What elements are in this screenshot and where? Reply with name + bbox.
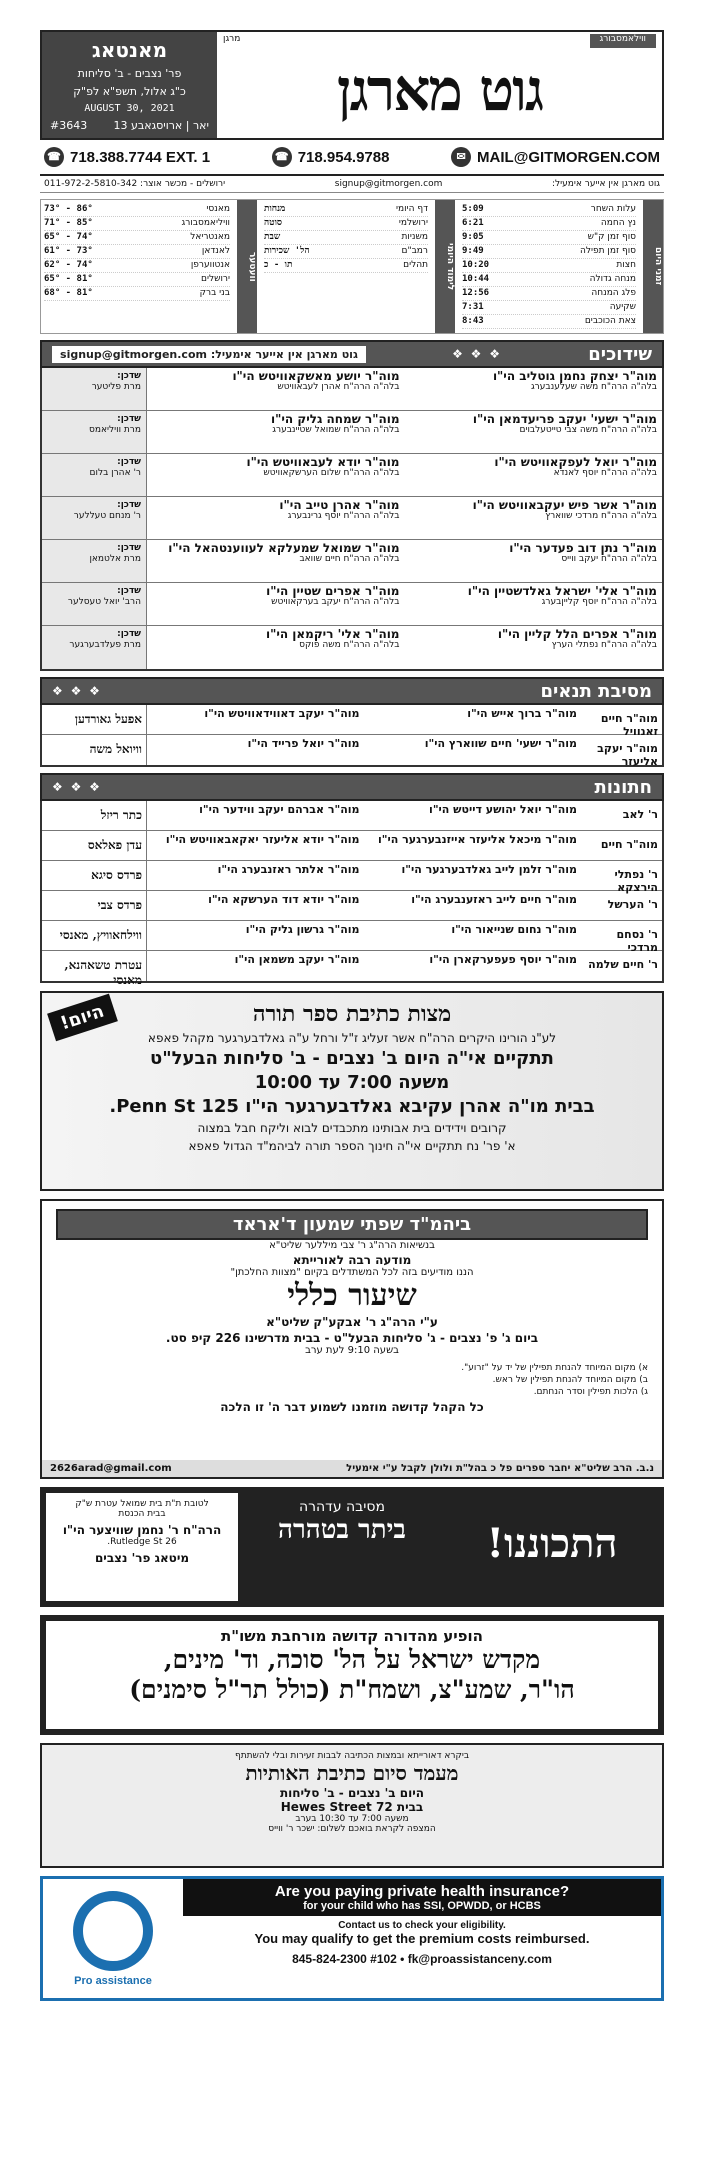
weather-temp: 74° - 65° xyxy=(44,232,93,242)
bride-cell xyxy=(147,368,405,410)
chasunos-header xyxy=(40,773,664,801)
ad3-p1-b: בבית הכנסת xyxy=(118,1509,166,1519)
bride-cell xyxy=(147,497,405,539)
ad3-p1-name: הרה"ח ר' נחמן שוויצער הי"ו xyxy=(62,1523,222,1537)
weather-temp: 86° - 73° xyxy=(44,204,93,214)
zman-value: 8:43 xyxy=(462,316,484,326)
ad6-question-sub: for your child who has SSI, OPWDD, or HCBS xyxy=(303,1900,541,1912)
groom-name: מוה"ר יואל יהושע דייטש הי"ו xyxy=(429,803,577,816)
zmanim-list xyxy=(459,200,639,333)
hall-name: פרדס סיגא xyxy=(42,861,147,890)
ornament-icon: ❖ ❖ ❖ xyxy=(452,347,503,361)
groom-name: מוה"ר יוסף פעפערקארן הי"ו xyxy=(429,953,577,966)
zman-row xyxy=(462,259,636,273)
bride-family: בלה"ה הרה"ח משה פוקס xyxy=(299,640,400,650)
phone-icon: ☎ xyxy=(44,147,64,167)
ad5-l4: המצפה לקראת בואכם לשלום: ישכר ר' ווייס xyxy=(268,1824,436,1834)
ad2-when: ביום ג' פ' נצבים - ג' סליחות הבעל"ט - בבית מדרשינו 226 קיפ סט. xyxy=(165,1331,539,1345)
groom-name: מוה"ר יואל לעפקאוויטש הי"ו xyxy=(494,455,657,469)
chasunos-table xyxy=(40,801,664,987)
bride-name: מוה"ר שמחה גליק הי"ו xyxy=(271,412,400,426)
learning-label: משניות xyxy=(401,232,428,242)
ad1-place: בבית מו"ה אהרן עקיבא גאלדבערגער הי"ו 125 Penn St. xyxy=(109,1096,595,1117)
bride-family: בלה"ה הרה"ח שמואל שטיינבערג xyxy=(272,425,400,435)
learning-row xyxy=(264,231,428,245)
groom-family: בלה"ה הרה"ח משה צבי טייטעלבוים xyxy=(519,425,657,435)
shadchan-label: שדכן: xyxy=(117,457,141,467)
bride-name: מוה"ר יודא דוד הערשקא הי"ו xyxy=(208,893,360,906)
zman-value: 6:21 xyxy=(462,218,484,228)
groom-cell xyxy=(405,497,663,539)
groom-name: מוה"ר אלי' ישראל גאלדשטיין הי"ו xyxy=(467,584,657,598)
groom-name: מוה"ר חיים לייב ראזענבערג הי"ו xyxy=(411,893,577,906)
bride-cell xyxy=(147,454,405,496)
shadchan-cell xyxy=(42,626,147,669)
groom-cell xyxy=(365,801,583,830)
hebrew-date: כ"ג אלול, תשפ"א לפ"ק xyxy=(73,85,186,98)
groom-name: מוה"ר ברוך אייש הי"ו xyxy=(467,707,577,720)
ad2-line1: הננו מודיעים בזה לכל המשתדלים בקיום "מצוות החלכתן" xyxy=(230,1267,474,1278)
learning-value: הל' שכירות xyxy=(264,246,310,256)
weather-row xyxy=(44,259,230,273)
bride-name: מוה"ר יואל פרייד הי"ו xyxy=(247,737,360,750)
mail-icon: ✉ xyxy=(451,147,471,167)
newspaper-logo: גוט מארגן xyxy=(336,56,543,124)
ad2-by: ע"י הרה"ג ר' אבקע"ק שליט"א xyxy=(266,1315,438,1329)
groom-family: בלה"ה הרה"ח יוסף קלייןבערג xyxy=(541,597,657,607)
family-label: ר' הערשל xyxy=(607,898,658,911)
groom-name: מוה"ר נחום שנייאור הי"ו xyxy=(451,923,577,936)
shidduch-row xyxy=(42,497,662,540)
shidduchim-table xyxy=(40,368,664,671)
shadchan-name: מרת פעלדבערגער xyxy=(69,640,141,650)
bride-name: מוה"ר אהרן טייב הי"ו xyxy=(279,498,400,512)
edition-tag-left: מרגן xyxy=(223,34,241,44)
zman-label: מנחה גדולה xyxy=(589,274,636,284)
groom-name: מוה"ר ישעי' חיים שווארץ הי"ו xyxy=(424,737,577,750)
learning-list xyxy=(261,200,431,333)
info-block xyxy=(40,199,664,334)
zman-row xyxy=(462,245,636,259)
learning-title: לימוד היומי xyxy=(435,200,455,333)
zman-value: 10:44 xyxy=(462,274,490,284)
shidduchim-header xyxy=(40,340,664,368)
shidduch-row xyxy=(42,411,662,454)
hall-name: כתר ריזל xyxy=(42,801,147,830)
siyum-ad xyxy=(40,1743,664,1868)
pa-logo-icon xyxy=(73,1891,153,1971)
bride-cell xyxy=(147,411,405,453)
today-badge: היום! xyxy=(47,994,117,1042)
groom-cell xyxy=(405,454,663,496)
contact-bar xyxy=(40,140,664,176)
weather-city: לאנדאן xyxy=(201,246,230,256)
weather-temp: 74° - 62° xyxy=(44,260,93,270)
ad2-body3: ג) הלכות תפילין וסדר הנחתם. xyxy=(533,1387,648,1397)
shadchan-name: הרב' יואל טעסלער xyxy=(67,597,141,607)
ad3-p2-a: מסיבה עדהרה xyxy=(298,1499,386,1515)
shadchan-name: ר' אהרן בלום xyxy=(89,468,141,478)
ad2-big: שיעור כללי xyxy=(287,1278,417,1313)
ad1-line4: א' פר' נח תתקיים אי"ה חינוך הספר תורה לביהמ"ד הגדול פאפא xyxy=(188,1139,516,1153)
weather-city: ירושלים xyxy=(200,274,230,284)
phone-1[interactable]: 718.388.7744 EXT. 1 xyxy=(70,148,211,166)
hall-name: אפעל גאורדען xyxy=(42,705,147,734)
ad1-line1: לע"נ הורינו היקרים הרה"ח אשר זעליג ז"ל ורחל ע"ה גאלדבערגער מקהל פאפא xyxy=(147,1031,557,1045)
bride-name: מוה"ר אברהם יעקב ווידער הי"ו xyxy=(199,803,360,816)
zman-label: סוף זמן ק"ש xyxy=(587,232,636,242)
weather-temp: 85° - 71° xyxy=(44,218,93,228)
shadchan-cell xyxy=(42,454,147,496)
bride-cell xyxy=(147,540,405,582)
ad3-p1-addr: 26 Rutledge St. xyxy=(107,1537,177,1547)
groom-cell xyxy=(365,705,583,734)
bride-cell xyxy=(147,951,365,981)
weather-row xyxy=(44,231,230,245)
ad5-s: ביקרא דאורייתא ובמצות הכתיבה לבבות זעירות ובלי להשתתף xyxy=(234,1751,470,1761)
shadchan-cell xyxy=(42,411,147,453)
groom-name: מוה"ר נתן דוב פעדער הי"ו xyxy=(509,541,657,555)
bride-name: מוה"ר אפרים שטיין הי"ו xyxy=(266,584,400,598)
ad1-time: משעה 7:00 עד 10:00 xyxy=(254,1072,450,1093)
groom-cell xyxy=(365,921,583,950)
zman-label: נץ החמה xyxy=(600,218,636,228)
chasuna-row xyxy=(42,831,662,861)
learning-label: תהלים xyxy=(403,260,428,270)
ad2-body1: א) מקום המיוחד להנחת תפילין של יד על "זרוע". xyxy=(461,1363,648,1373)
family-label: מוה"ר יעקב אליעזר xyxy=(597,742,658,768)
shidduch-row xyxy=(42,368,662,411)
learning-value: סוטה xyxy=(264,218,283,228)
issue-number: #3643 xyxy=(50,119,88,132)
bride-name: מוה"ר אלתר ראזנבערג הי"ו xyxy=(217,863,360,876)
ad5-h: מעמד סיום כתיבת האותיות xyxy=(245,1761,459,1785)
weather-row xyxy=(44,245,230,259)
tenaim-title: מסיבת תנאים xyxy=(540,680,652,702)
shadchan-cell xyxy=(42,497,147,539)
ad2-title: ביהמ"ד שפתי שמעון ד'אראד xyxy=(56,1209,648,1240)
bride-family: בלה"ה הרה"ח יעקב בערקאוויטש xyxy=(271,597,400,607)
ad4-c: הו"ר, שמע"צ, ושמח"ת (כולל תר"ל סימנים) xyxy=(129,1675,575,1704)
zman-value: 10:20 xyxy=(462,260,490,270)
weather-temp: 73° - 61° xyxy=(44,246,93,256)
ad1-title: מצות כתיבת ספר תורה xyxy=(252,1001,452,1027)
brand-name: Pro assistance xyxy=(74,1974,152,1987)
groom-cell xyxy=(405,540,663,582)
learning-value: תו - כ xyxy=(264,260,293,270)
edition-tag: ווילאמסבורג xyxy=(590,34,656,48)
weather-row xyxy=(44,217,230,231)
ad3-p1-c: מיטאג פר' נצבים xyxy=(94,1551,190,1565)
shadchan-name: מרת פליטער xyxy=(91,382,141,392)
parsha: פר' נצבים - ב' סליחות xyxy=(77,67,182,80)
zman-row xyxy=(462,301,636,315)
bride-cell xyxy=(147,735,365,765)
weather-temp: 81° - 68° xyxy=(44,288,93,298)
zman-value: 7:31 xyxy=(462,302,484,312)
zmanim-title: זמני היום xyxy=(643,200,663,333)
groom-cell xyxy=(405,583,663,625)
tenaim-row xyxy=(42,705,662,738)
hall-name: וויואל משה xyxy=(42,735,147,765)
groom-family: בלה"ה הרה"ח משה שעלענבערג xyxy=(530,382,657,392)
shadchan-label: שדכן: xyxy=(117,586,141,596)
phone-2[interactable]: 718.954.9788 xyxy=(297,148,390,166)
bride-name: מוה"ר שמואל שמעלקא לעווענטהאל הי"ו xyxy=(168,541,400,555)
zman-row xyxy=(462,287,636,301)
zman-label: פלג המנחה xyxy=(591,288,636,298)
shadchan-label: שדכן: xyxy=(117,629,141,639)
ad4-b: מקדש ישראל על הל' סוכה, וד' מינים, xyxy=(163,1645,541,1674)
logo-panel xyxy=(217,32,662,138)
weather-temp: 81° - 65° xyxy=(44,274,93,284)
tenaim-row xyxy=(42,735,662,768)
shadchan-name: מרת וויליאמס xyxy=(89,425,141,435)
shadchan-cell xyxy=(42,368,147,410)
bride-family: בלה"ה הרה"ח אהרן לעבאוויטש xyxy=(277,382,400,392)
ad2-footer-line: כל הקהל קדושה מוזמנו לשמוע דבר ה' זו הלכה xyxy=(220,1400,484,1414)
bride-cell xyxy=(147,921,365,950)
zman-label: חצות xyxy=(616,260,636,270)
shiur-ad xyxy=(40,1199,664,1479)
ad4-a: הופיע מהדורה קדושה מורחבת משו"ת xyxy=(221,1627,483,1645)
chasuna-row xyxy=(42,861,662,894)
groom-cell xyxy=(365,951,583,981)
family-label: ר' נפתלי הירצקא xyxy=(614,868,658,894)
shadchan-label: שדכן: xyxy=(117,414,141,424)
zman-row xyxy=(462,315,636,329)
ad2-foot-note: נ.ב. הרב שליט"א יחבר ספרים פל כ בהל"ת ולולן לקבל ע"י אימעיל xyxy=(346,1463,654,1474)
family-label: מוה"ר חיים זאנוויל xyxy=(600,712,658,738)
ad5-l2: בבית 72 Hewes Street xyxy=(280,1800,424,1814)
subbar-label: גוט מארגן אין אייער אימעיל: xyxy=(552,179,660,189)
weather-city: מאנטריאל xyxy=(190,232,230,242)
shadchan-label: שדכן: xyxy=(117,500,141,510)
ornament-icon: ❖ ❖ ❖ xyxy=(52,684,102,698)
bride-name: מוה"ר גרשון גליק הי"ו xyxy=(245,923,360,936)
masthead xyxy=(40,30,664,140)
groom-cell xyxy=(405,411,663,453)
date-panel xyxy=(42,32,217,138)
ad3-p1-a: לטובת ת"ת בית שמואל עטרת ש"ק xyxy=(75,1499,209,1509)
weather-city: בני ברק xyxy=(199,288,230,298)
ad2-notice: מודעה רבה לאורייתא xyxy=(292,1253,412,1267)
shidduchim-email[interactable]: גוט מארגן אין אייער אימעיל: signup@gitmorgen.com xyxy=(52,346,366,363)
sefer-ad xyxy=(40,1615,664,1735)
shidduch-row xyxy=(42,540,662,583)
learning-label: דף היומי xyxy=(395,204,428,214)
zman-row xyxy=(462,273,636,287)
ad6-phone-email[interactable]: 845-824-2300 #102 • fk@proassistanceny.com xyxy=(292,1952,552,1966)
ad6-contact: Contact us to check your eligibility. xyxy=(338,1920,506,1931)
ad3-p2-b: ביתר בטהרה xyxy=(278,1515,406,1545)
family-label: ר' נסחם מרדכי xyxy=(616,928,658,954)
bride-family: בלה"ה הרה"ח יוסף גרינבערג xyxy=(287,511,400,521)
zman-row xyxy=(462,217,636,231)
ad1-line2: תתקיים אי"ה היום ב' נצבים - ב' סליחות הבעל"ט xyxy=(150,1048,554,1069)
zman-row xyxy=(462,203,636,217)
shidduch-row xyxy=(42,626,662,669)
groom-cell xyxy=(365,831,583,860)
chasuna-row xyxy=(42,801,662,831)
zman-value: 5:09 xyxy=(462,204,484,214)
hall-name: ווילחאוויץ, מאנסי xyxy=(42,921,147,950)
weather-row xyxy=(44,287,230,301)
bride-cell xyxy=(147,861,365,890)
weather-row xyxy=(44,273,230,287)
learning-label: ירושלמי xyxy=(398,218,428,228)
bride-cell xyxy=(147,801,365,830)
family-label: ר' לאב xyxy=(622,808,658,821)
pro-assistance-logo xyxy=(43,1879,183,1998)
weather-city: מאנסי xyxy=(206,204,230,214)
chasuna-row xyxy=(42,921,662,954)
family-label: ר' חיים שלמה xyxy=(588,958,658,971)
chasuna-row xyxy=(42,891,662,921)
shadchan-cell xyxy=(42,583,147,625)
learning-row xyxy=(264,203,428,217)
groom-cell xyxy=(405,626,663,669)
groom-name: מוה"ר זלמן לייב גאלדבערגער הי"ו xyxy=(401,863,577,876)
weather-city: אנטווערפן xyxy=(190,260,230,270)
ornament-icon: ❖ ❖ ❖ xyxy=(52,780,102,794)
groom-cell xyxy=(405,368,663,410)
tenaim-table xyxy=(40,705,664,767)
weather-title: וועטער xyxy=(237,200,257,333)
chasuna-row xyxy=(42,951,662,987)
bride-cell xyxy=(147,583,405,625)
groom-cell xyxy=(365,735,583,765)
bride-name: מוה"ר אלי' ריקמאן הי"ו xyxy=(265,627,400,641)
shidduch-row xyxy=(42,454,662,497)
zman-label: שקיעה xyxy=(609,302,636,312)
weather-row xyxy=(44,203,230,217)
english-date: AUGUST 30, 2021 xyxy=(84,103,175,114)
hall-name: עטרת טשאהנא, מאנסי xyxy=(42,951,147,981)
groom-family: בלה"ה הרה"ח יעקב ווייס xyxy=(561,554,657,564)
bride-name: מוה"ר יושע מאשקאוויטש הי"ו xyxy=(232,369,400,383)
groom-name: מוה"ר אפרים הלל קליין הי"ו xyxy=(497,627,657,641)
weather-list xyxy=(41,200,233,333)
shadchan-label: שדכן: xyxy=(117,543,141,553)
family-label: מוה"ר חיים xyxy=(600,838,658,851)
hall-name: עדן פאלאס xyxy=(42,831,147,860)
ad1-line3: קרובים וידידים בית אבותינו מתכבדים לבוא וליקח חבל במצוה xyxy=(197,1121,507,1135)
ad5-l1: היום ב' נצבים - ב' סליחות xyxy=(279,1786,425,1800)
tenaim-header xyxy=(40,677,664,705)
bride-cell xyxy=(147,831,365,860)
groom-family: בלה"ה הרה"ח יוסף לאנדא xyxy=(553,468,657,478)
zman-label: סוף זמן תפילה xyxy=(580,246,636,256)
shadchan-name: מרת אלטמאן xyxy=(89,554,141,564)
ad6-qualify: You may qualify to get the premium costs reimbursed. xyxy=(254,1931,590,1946)
sefer-torah-ad xyxy=(40,991,664,1191)
learning-label: רמב"ם xyxy=(401,246,428,256)
bride-name: מוה"ר יעקב משמאן הי"ו xyxy=(234,953,360,966)
learning-value: שבת xyxy=(264,232,281,242)
groom-name: מוה"ר ישעי' יעקב פריעדמאן הי"ו xyxy=(472,412,657,426)
fax-icon: ☎ xyxy=(272,147,292,167)
bride-cell xyxy=(147,705,365,734)
learning-value: מנחות xyxy=(264,204,286,214)
shadchan-name: ר' מנחם טעללער xyxy=(73,511,141,521)
groom-name: מוה"ר אשר פיש יעקבאוויטש הי"ו xyxy=(472,498,657,512)
zman-value: 12:56 xyxy=(462,288,490,298)
hall-name: פרדס צבי xyxy=(42,891,147,920)
learning-row xyxy=(264,217,428,231)
bride-name: מוה"ר יודא אליעזר יאקאבאוויטש הי"ו xyxy=(165,833,360,846)
zman-value: 9:05 xyxy=(462,232,484,242)
groom-name: מוה"ר מיכאל אליעזר אייזנבערגער הי"ו xyxy=(377,833,577,846)
learning-row xyxy=(264,259,428,273)
contact-subbar xyxy=(40,176,664,193)
ad2-body2: ב) מקום המיוחד להנחת תפילין של ראש. xyxy=(492,1375,648,1385)
subbar-email[interactable]: signup@gitmorgen.com xyxy=(334,179,443,189)
subbar-jerusalem: ירושלים - מכשר אוצר: 011-972-2-5810-342 xyxy=(44,179,226,189)
beitar-ad xyxy=(40,1487,664,1607)
zman-label: עלות השחר xyxy=(590,204,636,214)
ad2-email[interactable]: 2626arad@gmail.com xyxy=(50,1463,172,1474)
weather-city: וויליאמסבורג xyxy=(181,218,230,228)
groom-family: בלה"ה הרה"ח נפתלי הערץ xyxy=(551,640,657,650)
ad5-l3: משעה 7:00 עד 10:30 בערב xyxy=(295,1814,409,1824)
pro-assistance-ad xyxy=(40,1876,664,2001)
shadchan-cell xyxy=(42,540,147,582)
ad6-question: Are you paying private health insurance? xyxy=(274,1883,570,1900)
bride-cell xyxy=(147,626,405,669)
zman-row xyxy=(462,231,636,245)
bride-name: מוה"ר יעקב דאווידאוויטש הי"ו xyxy=(204,707,360,720)
groom-name: מוה"ר יצחק נחמן גוטליב הי"ו xyxy=(492,369,657,383)
chasunos-title: חתונות xyxy=(594,776,652,798)
bride-name: מוה"ר יודא לעבאוויטש הי"ו xyxy=(246,455,400,469)
issue-year: 13 יאר | ארויסגאבע xyxy=(113,119,209,132)
shidduchim-title: שידוכים xyxy=(588,343,652,365)
zman-label: צאת הכוכבים xyxy=(584,316,636,326)
ad2-sub: בנשיאות הרה"ג ר' צבי מיללער שליט"א xyxy=(269,1240,435,1251)
groom-cell xyxy=(365,891,583,920)
groom-cell xyxy=(365,861,583,890)
ad2-hour: בשעה 9:10 לעת ערב xyxy=(305,1345,399,1356)
contact-email[interactable]: MAIL@GITMORGEN.COM xyxy=(477,148,660,166)
shidduch-row xyxy=(42,583,662,626)
bride-family: בלה"ה הרה"ח שלום הערשקאוויטש xyxy=(263,468,400,478)
ad3-headline: התכוננו! xyxy=(486,1520,618,1567)
day-name: מאנטאג xyxy=(91,38,168,62)
groom-family: בלה"ה הרה"ח מרדכי שווארץ xyxy=(545,511,657,521)
learning-row xyxy=(264,245,428,259)
bride-family: בלה"ה הרה"ח חיים שוואב xyxy=(299,554,400,564)
zman-value: 9:49 xyxy=(462,246,484,256)
bride-cell xyxy=(147,891,365,920)
shadchan-label: שדכן: xyxy=(117,371,141,381)
